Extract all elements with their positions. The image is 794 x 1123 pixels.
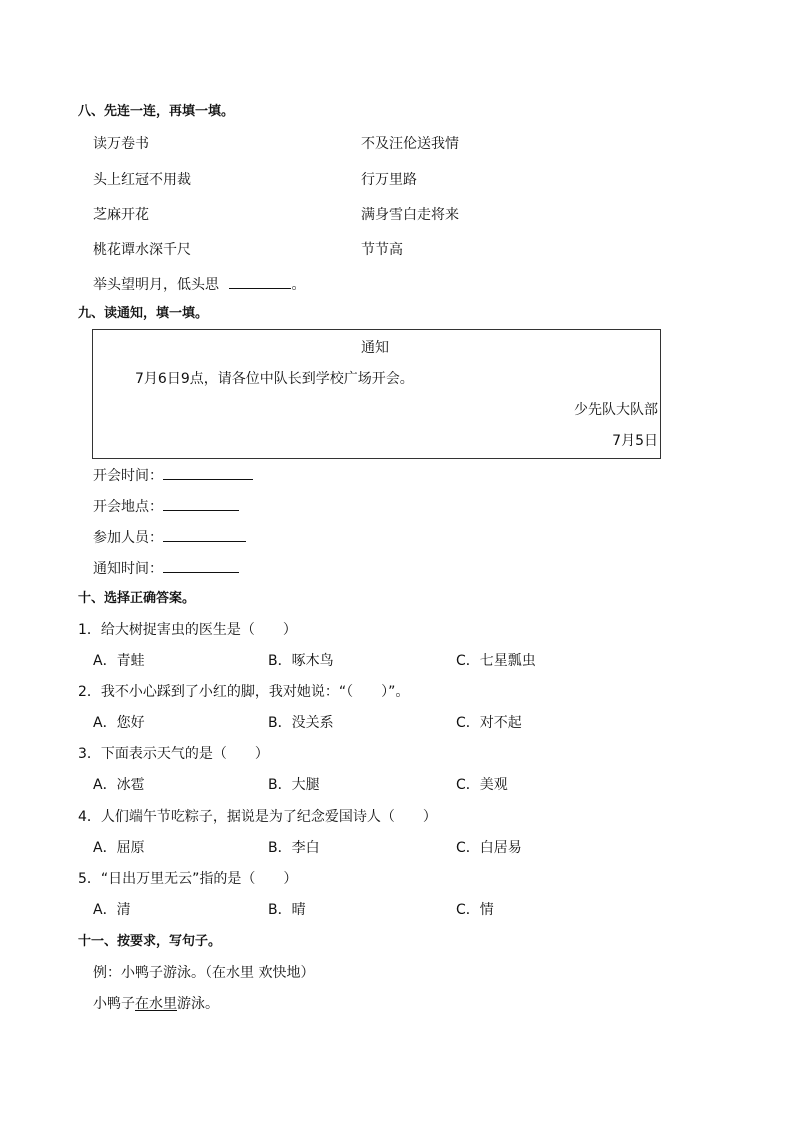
option-b[interactable]: B．啄木鸟 [268,653,334,669]
notice-signer: 少先队大队部 [574,402,658,418]
answer-pre: 小鸭子 [93,996,135,1012]
field-row [93,498,239,514]
field-label: 开会地点： [93,499,163,515]
match-right-item: 不及汪伦送我情 [361,136,459,152]
option-c[interactable]: C．美观 [456,777,508,793]
example-sentence: 例：小鸭子游泳。（在水里 欢快地） [93,965,315,981]
answer-blank[interactable] [163,498,239,511]
option-a[interactable]: A．冰雹 [93,777,145,793]
option-b[interactable]: B．李白 [268,840,320,856]
answer-blank[interactable] [229,276,291,289]
option-b[interactable]: B．没关系 [268,715,334,731]
answer-blank[interactable] [163,467,253,480]
field-label: 参加人员： [93,530,163,546]
question-stem: 3．下面表示天气的是（ ） [78,746,269,762]
option-c[interactable]: C．对不起 [456,715,522,731]
option-c[interactable]: C．七星瓢虫 [456,653,536,669]
field-row [93,560,239,576]
question-stem: 1．给大树捉害虫的医生是（ ） [78,622,297,638]
match-left-item: 芝麻开花 [93,207,149,223]
option-a[interactable]: A．青蛙 [93,653,145,669]
notice-date: 7月5日 [612,433,658,449]
answer-blank[interactable] [163,560,239,573]
field-label: 开会时间： [93,468,163,484]
section10-heading: 十、选择正确答案。 [78,591,196,606]
option-a[interactable]: A．屈原 [93,840,145,856]
question-stem: 4．人们端午节吃粽子，据说是为了纪念爱国诗人（ ） [78,809,437,825]
example-answer [93,997,219,1011]
notice-body: 7月6日9点，请各位中队长到学校广场开会。 [135,371,414,387]
answer-underlined: 在水里 [135,996,177,1012]
question-stem: 2．我不小心踩到了小红的脚，我对她说：“（ ）”。 [78,684,410,700]
option-a[interactable]: A．您好 [93,715,145,731]
option-c[interactable]: C．情 [456,902,494,918]
notice-title: 通知 [361,340,389,356]
field-row [93,467,253,483]
fill-suffix: 。 [291,277,306,293]
match-right-item: 行万里路 [361,172,417,188]
section9-heading: 九、读通知，填一填。 [78,306,209,321]
field-row [93,529,246,545]
question-stem: 5．“日出万里无云”指的是（ ） [78,871,298,887]
match-left-item: 读万卷书 [93,136,149,152]
match-left-item: 桃花谭水深千尺 [93,242,191,258]
match-left-item: 头上红冠不用裁 [93,172,191,188]
fill-line [93,276,305,292]
option-b[interactable]: B．大腿 [268,777,320,793]
match-right-item: 节节高 [361,242,403,258]
answer-blank[interactable] [163,529,246,542]
answer-post: 游泳。 [177,996,219,1012]
section8-heading: 八、先连一连，再填一填。 [78,104,235,119]
fill-prefix: 举头望明月，低头思 [93,277,219,293]
option-b[interactable]: B．晴 [268,902,306,918]
field-label: 通知时间： [93,561,163,577]
option-a[interactable]: A．清 [93,902,131,918]
match-right-item: 满身雪白走将来 [361,207,459,223]
section11-heading: 十一、按要求，写句子。 [78,934,222,949]
option-c[interactable]: C．白居易 [456,840,522,856]
